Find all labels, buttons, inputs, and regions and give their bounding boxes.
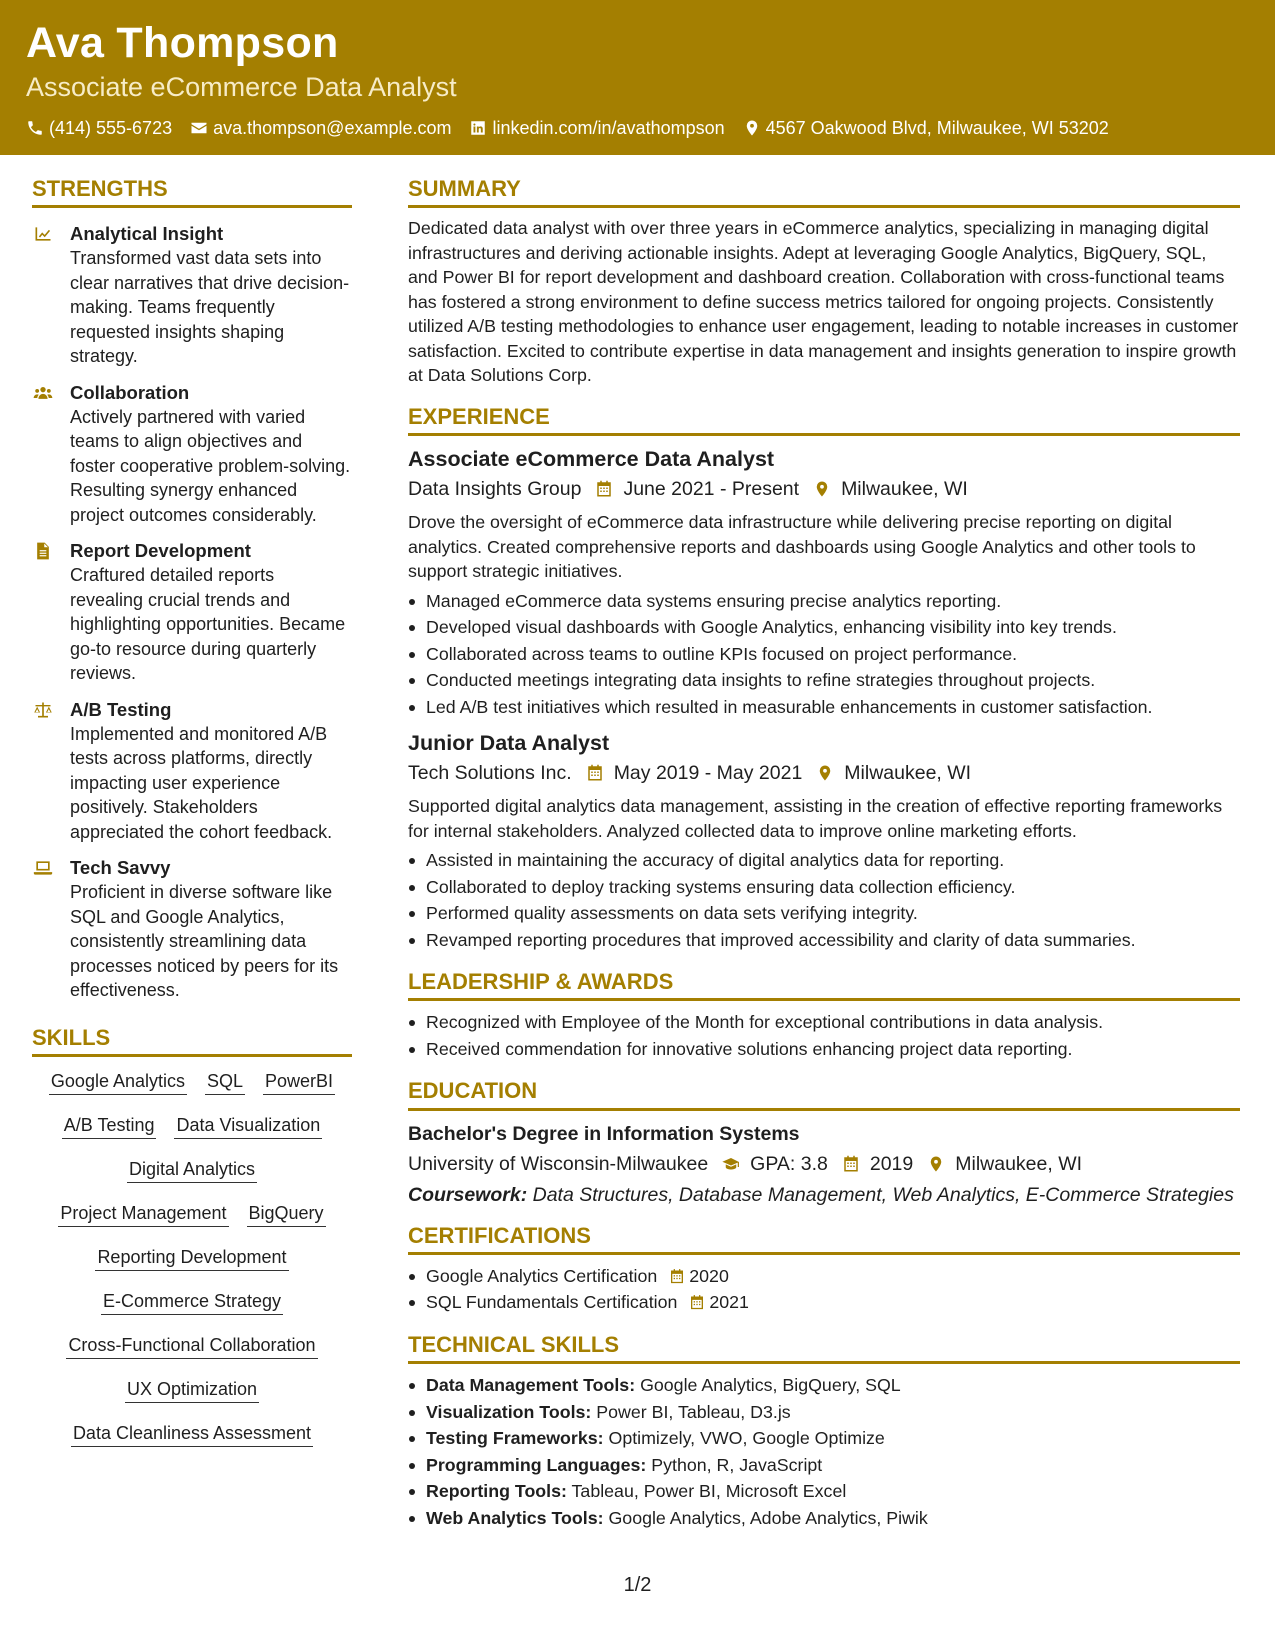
education-section (408, 1078, 1240, 1206)
right-column (408, 176, 1240, 1531)
contact-email[interactable] (190, 118, 451, 138)
page-number: 1/2 (623, 1574, 652, 1596)
leadership-heading: LEADERSHIP & AWARDS (408, 969, 1240, 1001)
candidate-name: Ava Thompson (26, 19, 339, 67)
job-dates: May 2019 - May 2021 (613, 762, 803, 785)
strength-desc: Actively partnered with varied teams to align objectives and foster cooperative problem-solving. Resulting synergy enhanced project outcomes considerably. (70, 406, 351, 525)
linkedin-text[interactable]: linkedin.com/in/avathompson (492, 118, 725, 138)
list-item: Received commendation for innovative solutions enhancing project data reporting. (426, 1036, 1240, 1063)
calendar-icon (586, 764, 604, 782)
job-title: Junior Data Analyst (408, 731, 610, 756)
job-meta (408, 476, 1240, 502)
list-item (426, 1372, 1240, 1399)
list-item (426, 1505, 1240, 1532)
strength-title: Collaboration (70, 381, 190, 403)
map-marker-icon (927, 1155, 945, 1173)
strength-desc: Transformed vast data sets into clear narratives that drive decision-making. Teams frequently requested insights shaping strategy. (70, 248, 350, 367)
strength-desc: Implemented and monitored A/B tests across platforms, directly impacting user experience positively. Stakeholders appreciated the cohort feedback. (70, 723, 333, 842)
job-location: Milwaukee, WI (844, 762, 972, 785)
certifications-list (408, 1263, 1240, 1316)
tech-skill-value: Google Analytics, BigQuery, SQL (640, 1375, 901, 1396)
graduation-year: 2019 (869, 1152, 914, 1175)
calendar-icon (689, 1294, 705, 1311)
certification-year: 2021 (709, 1292, 749, 1313)
skills-section (32, 1025, 352, 1447)
balance-scale-icon (32, 700, 54, 720)
list-item: Led A/B test initiatives which resulted in measurable enhancements in customer satisfaction. (426, 694, 1240, 721)
strength-desc: Proficient in diverse software like SQL and Google Analytics, consistently streamlining data processes noticed by peers for its effectiveness. (70, 882, 339, 1001)
leadership-list (408, 1009, 1240, 1062)
summary-text: Dedicated data analyst with over three years in eCommerce analytics, specializing in managing digital infrastructures and deriving actionable insights. Adept at leveraging Google Analytics, BigQuery, SQL, and Power BI for report development and dashboard creation. Collaboration with cross-functional teams has fostered a strong environment to define success metrics tailored for ongoing projects. Consistently utilized A/B testing methodologies to enhance user engagement, leading to notable increases in customer satisfaction. Excited to contribute expertise in data management and insights generation to inspire growth at Data Solutions Corp. (408, 218, 1239, 386)
tech-skill-label: Visualization Tools: (426, 1401, 592, 1422)
skill-tag: Reporting Development (95, 1247, 288, 1271)
job-title: Associate eCommerce Data Analyst (408, 447, 775, 472)
map-marker-icon (813, 480, 831, 498)
address-text: 4567 Oakwood Blvd, Milwaukee, WI 53202 (765, 118, 1109, 138)
strength-item (32, 381, 352, 528)
job-description: Drove the oversight of eCommerce data infrastructure while delivering precise reporting on digital analytics. Created comprehensive reports and dashboards using Google Analytics and other tools to support strategic initiatives. (408, 512, 1196, 582)
list-item: Revamped reporting procedures that improved accessibility and clarity of data summaries. (426, 927, 1240, 954)
skills-list (32, 1071, 352, 1447)
experience-heading: EXPERIENCE (408, 404, 1240, 436)
tech-skill-value: Google Analytics, Adobe Analytics, Piwik (608, 1507, 928, 1528)
calendar-icon (595, 480, 613, 498)
list-item (426, 1263, 1240, 1290)
job-meta (408, 760, 1240, 786)
skill-tag: PowerBI (263, 1071, 335, 1095)
tech-skill-value: Tableau, Power BI, Microsoft Excel (571, 1481, 847, 1502)
company-name: Tech Solutions Inc. (408, 762, 572, 785)
skill-tag: BigQuery (247, 1203, 326, 1227)
list-item (426, 1478, 1240, 1505)
tech-skill-value: Python, R, JavaScript (651, 1454, 823, 1475)
map-marker-icon (816, 764, 834, 782)
tech-skill-label: Reporting Tools: (426, 1481, 567, 1502)
skill-tag: Project Management (58, 1203, 228, 1227)
technical-skills-heading: TECHNICAL SKILLS (408, 1332, 1240, 1364)
list-item: Conducted meetings integrating data insights to refine strategies throughout projects. (426, 667, 1240, 694)
coursework (408, 1183, 1240, 1207)
education-meta (408, 1151, 1240, 1177)
list-item: Assisted in maintaining the accuracy of digital analytics data for reporting. (426, 847, 1240, 874)
candidate-title: Associate eCommerce Data Analyst (26, 72, 457, 102)
contact-phone (26, 118, 172, 138)
chart-line-icon (32, 224, 54, 244)
graduation-cap-icon (722, 1155, 740, 1173)
summary-heading: SUMMARY (408, 176, 1240, 208)
company-name: Data Insights Group (408, 478, 582, 501)
coursework-label: Coursework: (408, 1183, 528, 1206)
strength-title: Analytical Insight (70, 223, 224, 245)
skills-heading: SKILLS (32, 1025, 352, 1057)
skill-tag: UX Optimization (125, 1379, 259, 1403)
map-marker-icon (743, 119, 761, 137)
strength-item (32, 222, 352, 369)
job-entry (408, 730, 1240, 953)
tech-skill-label: Web Analytics Tools: (426, 1507, 604, 1528)
file-icon (32, 541, 54, 561)
skill-tag: Digital Analytics (127, 1159, 257, 1183)
tech-skill-label: Programming Languages: (426, 1454, 647, 1475)
list-item: Performed quality assessments on data sets verifying integrity. (426, 900, 1240, 927)
laptop-icon (32, 858, 54, 878)
linkedin-icon (469, 119, 487, 137)
tech-skill-value: Power BI, Tableau, D3.js (596, 1401, 791, 1422)
strength-title: A/B Testing (70, 698, 172, 720)
contact-bar (26, 118, 1109, 138)
strength-desc: Craftured detailed reports revealing crucial trends and highlighting opportunities. Became go-to resource during quarterly reviews. (70, 565, 346, 684)
certifications-heading: CERTIFICATIONS (408, 1223, 1240, 1255)
tech-skill-label: Testing Frameworks: (426, 1428, 604, 1449)
certification-year: 2020 (689, 1265, 729, 1286)
calendar-icon (842, 1155, 860, 1173)
contact-linkedin[interactable] (469, 118, 724, 138)
list-item: Managed eCommerce data systems ensuring precise analytics reporting. (426, 588, 1240, 615)
contact-address (743, 118, 1109, 138)
job-bullets (408, 847, 1240, 953)
skill-tag: E-Commerce Strategy (101, 1291, 283, 1315)
job-location: Milwaukee, WI (841, 478, 968, 501)
job-dates: June 2021 - Present (623, 478, 800, 501)
users-icon (32, 383, 54, 403)
technical-skills-list (408, 1372, 1240, 1531)
envelope-icon (190, 119, 208, 137)
tech-skill-value: Optimizely, VWO, Google Optimize (608, 1428, 885, 1449)
strength-title: Report Development (70, 540, 251, 562)
skill-tag: A/B Testing (62, 1115, 157, 1139)
strength-title: Tech Savvy (70, 857, 171, 879)
skill-tag: SQL (205, 1071, 245, 1095)
technical-skills-section (408, 1332, 1240, 1531)
phone-text: (414) 555-6723 (49, 118, 173, 138)
certifications-section (408, 1223, 1240, 1316)
list-item: Developed visual dashboards with Google Analytics, enhancing visibility into key trends. (426, 614, 1240, 641)
strength-item (32, 698, 352, 845)
job-entry (408, 446, 1240, 720)
degree-title: Bachelor's Degree in Information Systems (408, 1122, 800, 1145)
skill-tag: Data Cleanliness Assessment (71, 1423, 313, 1447)
resume-header (0, 0, 1275, 155)
list-item (426, 1399, 1240, 1426)
list-item (426, 1452, 1240, 1479)
job-description: Supported digital analytics data management, assisting in the creation of effective reporting frameworks for internal stakeholders. Analyzed collected data to improve online marketing efforts. (408, 796, 1223, 841)
education-heading: EDUCATION (408, 1078, 1240, 1110)
list-item: Collaborated across teams to outline KPIs focused on project performance. (426, 641, 1240, 668)
school-name: University of Wisconsin-Milwaukee (408, 1152, 709, 1175)
skill-tag: Cross-Functional Collaboration (66, 1335, 317, 1359)
list-item (426, 1289, 1240, 1316)
list-item: Collaborated to deploy tracking systems ensuring data collection efficiency. (426, 874, 1240, 901)
gpa-text: GPA: 3.8 (750, 1152, 828, 1175)
coursework-text: Data Structures, Database Management, Web Analytics, E-Commerce Strategies (532, 1183, 1234, 1206)
strengths-heading: STRENGTHS (32, 176, 352, 208)
phone-icon (26, 119, 44, 137)
job-bullets (408, 588, 1240, 721)
calendar-icon (669, 1268, 685, 1285)
experience-section (408, 404, 1240, 953)
email-text[interactable]: ava.thompson@example.com (213, 118, 452, 138)
list-item (426, 1425, 1240, 1452)
strength-item (32, 539, 352, 686)
leadership-section (408, 969, 1240, 1062)
skill-tag: Data Visualization (174, 1115, 322, 1139)
education-location: Milwaukee, WI (955, 1152, 1083, 1175)
certification-name: Google Analytics Certification (426, 1265, 658, 1286)
tech-skill-label: Data Management Tools: (426, 1375, 636, 1396)
strength-item (32, 856, 352, 1003)
list-item: Recognized with Employee of the Month for exceptional contributions in data analysis. (426, 1009, 1240, 1036)
left-column (32, 176, 352, 1467)
skill-tag: Google Analytics (49, 1071, 187, 1095)
certification-name: SQL Fundamentals Certification (426, 1292, 678, 1313)
